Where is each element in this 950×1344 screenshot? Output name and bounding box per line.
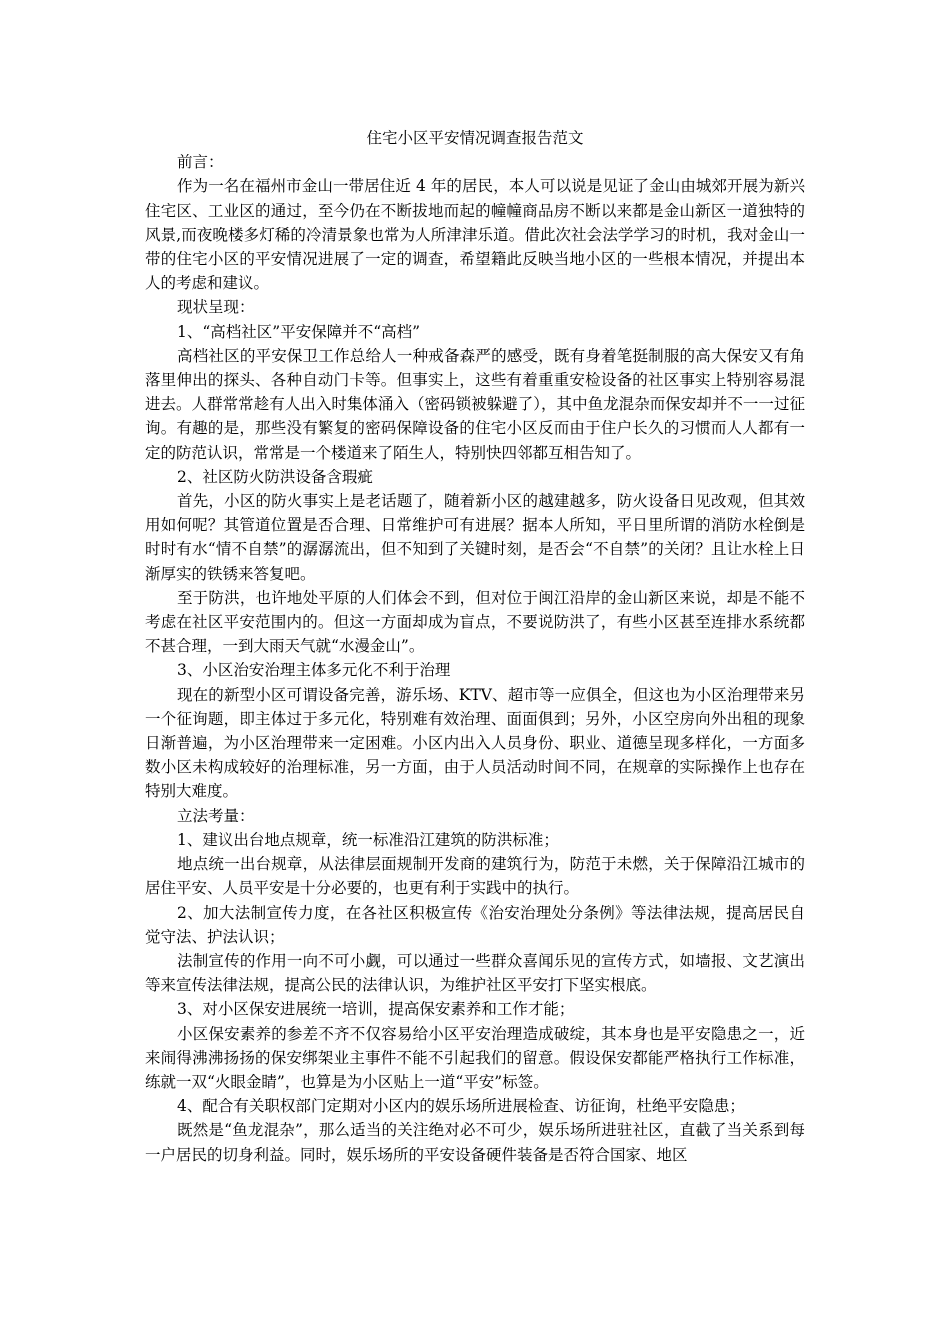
paragraph-legislation-heading: 立法考量： <box>177 806 255 825</box>
document-title: 住宅小区平安情况调查报告范文 <box>366 129 584 147</box>
paragraph-preface: 作为一名在福州市金山一带居住近 4 年的居民，本人可以说是见证了金山由城郊开展为新兴住宅区、工业区的通过，至今仍在不断拔地而起的幢幢商品房不断以来都是金山新区一道独特的风景,而夜晚楼多灯稀的冷清景象也常为人所津津乐道。借此次社会法学学习的时机，我对金山一带的住宅小区的平安情况进展了一定的调查，希望籍此反映当地小区的一些根本情况，并提出本人的考虑和建议。 <box>145 177 805 293</box>
paragraph-section-heading: 3、小区治安治理主体多元化不利于治理 <box>177 661 451 680</box>
paragraph-preface-heading: 前言： <box>177 153 224 172</box>
paragraph-body: 高档社区的平安保卫工作总给人一种戒备森严的感受，既有身着笔挺制服的高大保安又有角落里伸出的探头、各种自动门卡等。但事实上，这些有着重重安检设备的社区事实上特别容易混进去。人群常常趁有人出入时集体涌入（密码锁被躲避了），其中鱼龙混杂而保安却并不一一过征询。有趣的是，那些没有繁复的密码保障设备的住宅小区反而由于住户长久的习惯而人人都有一定的防范认识，常常是一个楼道来了陌生人，特别快四邻都互相告知了。 <box>145 346 805 462</box>
paragraph-body: 法制宣传的作用一向不可小觑，可以通过一些群众喜闻乐见的宣传方式，如墙报、文艺演出等来宣传法律法规，提高公民的法律认识，为维护社区平安打下坚实根底。 <box>145 951 805 995</box>
paragraph-body: 至于防洪，也许地处平原的人们体会不到，但对位于闽江沿岸的金山新区来说，却是不能不考虑在社区平安范围内的。但这一方面却成为盲点，不要说防洪了，有些小区甚至连排水系统都不甚合理，一到大雨天气就“水漫金山”。 <box>145 588 805 656</box>
paragraph-section-heading: 1、“高档社区”平安保障并不“高档” <box>177 322 421 341</box>
document-page <box>145 126 805 1167</box>
paragraph-body: 地点统一出台规章，从法律层面规制开发商的建筑行为，防范于未燃，关于保障沿江城市的居住平安、人员平安是十分必要的，也更有利于实践中的执行。 <box>145 855 805 898</box>
paragraph-suggestion: 1、建议出台地点规章，统一标准沿江建筑的防洪标准； <box>177 830 559 849</box>
paragraph-body: 首先，小区的防火事实上是老话题了，随着新小区的越建越多，防火设备日见改观，但其效用如何呢？其管道位置是否合理、日常维护可有进展？据本人所知，平日里所谓的消防水栓倒是时时有水“情不自禁”的潺潺流出，但不知到了关键时刻，是否会“不自禁”的关闭？且让水栓上日渐厚实的铁锈来答复吧。 <box>145 492 805 583</box>
paragraph-suggestion: 3、对小区保安进展统一培训，提高保安素养和工作才能； <box>177 1000 575 1019</box>
paragraph-status-heading: 现状呈现： <box>177 298 255 317</box>
paragraph-body: 既然是“鱼龙混杂”，那么适当的关注绝对必不可少，娱乐场所进驻社区，直截了当关系到每一户居民的切身利益。同时，娱乐场所的平安设备硬件装备是否符合国家、地区 <box>145 1121 805 1164</box>
paragraph-section-heading: 2、社区防火防洪设备含瑕疵 <box>177 467 373 486</box>
paragraph-suggestion: 2、加大法制宣传力度，在各社区积极宣传《治安治理处分条例》等法律法规，提高居民自觉守法、护法认识； <box>145 903 805 946</box>
paragraph-suggestion: 4、配合有关职权部门定期对小区内的娱乐场所进展检查、访征询，杜绝平安隐患； <box>177 1097 745 1116</box>
paragraph-body: 现在的新型小区可谓设备完善，游乐场、KTV、超市等一应俱全，但这也为小区治理带来另一个征询题，即主体过于多元化，特别难有效治理、面面俱到；另外，小区空房向外出租的现象日渐普遍，为小区治理带来一定困难。小区内出入人员身份、职业、道德呈现多样化，一方面多数小区未构成较好的治理标准，另一方面，由于人员活动时间不同，在规章的实际操作上也存在特别大难度。 <box>145 685 805 801</box>
paragraph-body: 小区保安素养的参差不齐不仅容易给小区平安治理造成破绽，其本身也是平安隐患之一，近来闹得沸沸扬扬的保安绑架业主事件不能不引起我们的留意。假设保安都能严格执行工作标准，练就一双“火眼金睛”，也算是为小区贴上一道“平安”标签。 <box>145 1024 805 1091</box>
